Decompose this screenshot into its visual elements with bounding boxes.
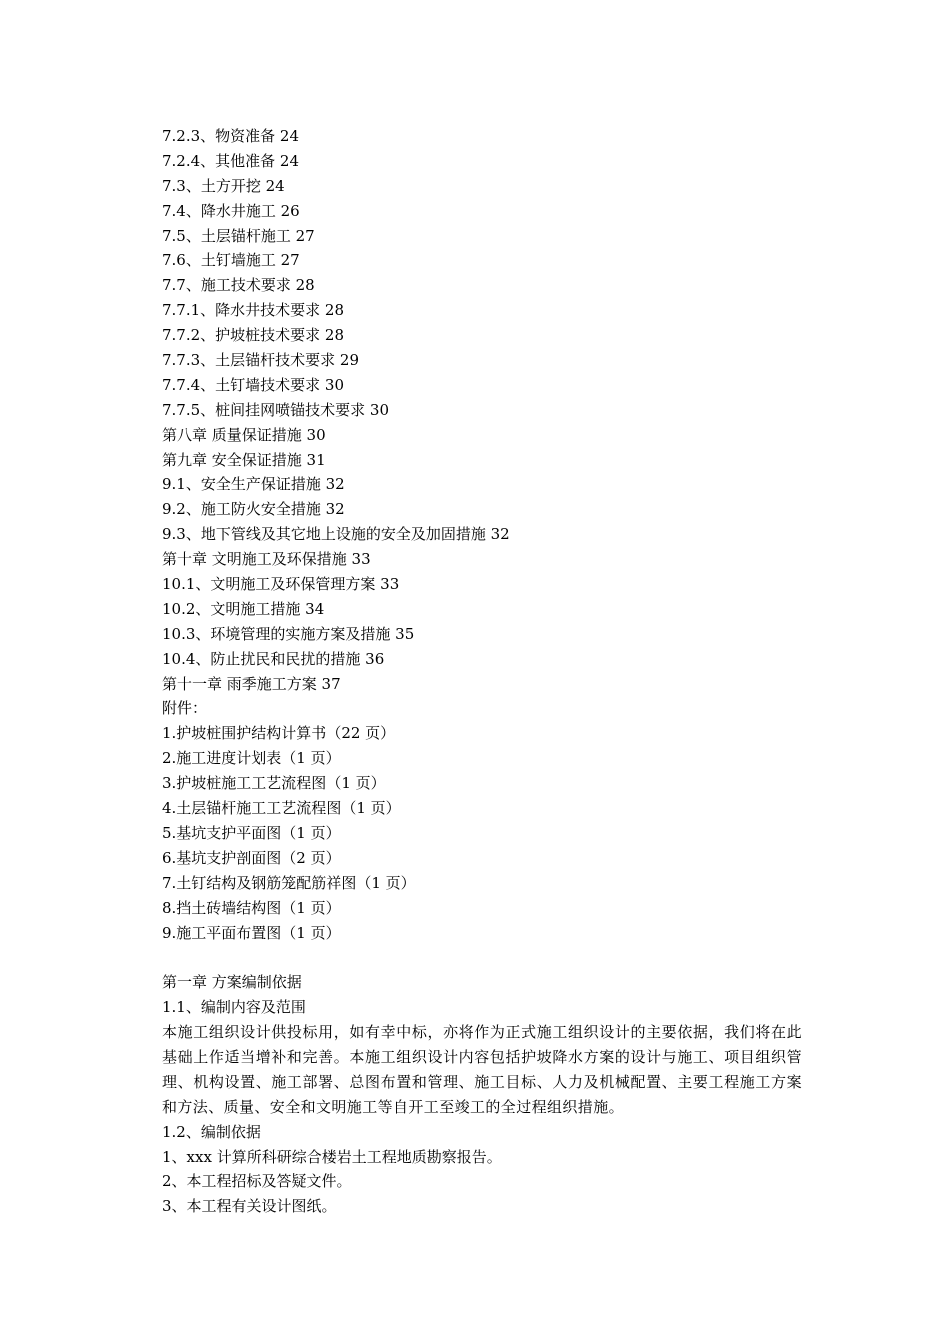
- attachment-item: 7.土钉结构及钢筋笼配筋祥图（1 页）: [162, 873, 416, 892]
- toc-item: 9.2、施工防火安全措施 32: [162, 500, 345, 519]
- toc-item: 7.6、土钉墙施工 27: [162, 251, 300, 270]
- basis-item: 2、本工程招标及答疑文件。: [162, 1172, 352, 1191]
- attachment-item: 3.护坡桩施工工艺流程图（1 页）: [162, 774, 386, 793]
- attachments-heading: 附件：: [162, 699, 208, 718]
- toc-item: 7.7.3、土层锚杆技术要求 29: [162, 351, 360, 370]
- toc-item: 第八章 质量保证措施 30: [162, 425, 326, 444]
- toc-item: 7.7.4、土钉墙技术要求 30: [162, 375, 345, 394]
- attachment-item: 9.施工平面布置图（1 页）: [162, 923, 341, 942]
- toc-item: 第十章 文明施工及环保措施 33: [162, 550, 371, 569]
- toc-item: 7.7.1、降水井技术要求 28: [162, 301, 345, 320]
- toc-item: 10.1、文明施工及环保管理方案 33: [162, 575, 400, 594]
- attachment-item: 6.基坑支护剖面图（2 页）: [162, 848, 341, 867]
- toc-item: 10.3、环境管理的实施方案及措施 35: [162, 624, 415, 643]
- toc-item: 第九章 安全保证措施 31: [162, 450, 326, 469]
- section-title: 1.1、编制内容及范围: [162, 998, 306, 1017]
- attachment-item: 5.基坑支护平面图（1 页）: [162, 823, 341, 842]
- body-paragraph: 本施工组织设计供投标用，如有幸中标，亦将作为正式施工组织设计的主要依据，我们将在此基础上作适当增补和完善。本施工组织设计内容包括护坡降水方案的设计与施工、项目组织管理、机构设置、施工部署、总图布置和管理、施工目标、人力及机械配置、主要工程施工方案和方法、质量、安全和文明施工等自开工至竣工的全过程组织措施。: [162, 1023, 802, 1116]
- section-title: 1.2、编制依据: [162, 1122, 261, 1141]
- attachments-list: [162, 696, 802, 945]
- toc-item: 7.7、施工技术要求 28: [162, 276, 315, 295]
- basis-item: 3、本工程有关设计图纸。: [162, 1197, 337, 1216]
- attachment-item: 1.护坡桩围护结构计算书（22 页）: [162, 724, 396, 743]
- toc-item: 7.2.4、其他准备 24: [162, 151, 300, 170]
- toc-item: 10.4、防止扰民和民扰的措施 36: [162, 649, 385, 668]
- toc-item: 10.2、文明施工措施 34: [162, 599, 325, 618]
- chapter-1: [162, 970, 802, 1219]
- toc-item: 第十一章 雨季施工方案 37: [162, 674, 341, 693]
- document-content: [162, 124, 802, 1219]
- toc-item: 7.4、降水井施工 26: [162, 201, 300, 220]
- blank-line: [162, 945, 802, 970]
- toc-item: 7.2.3、物资准备 24: [162, 127, 300, 145]
- toc-item: 7.3、土方开挖 24: [162, 176, 285, 195]
- chapter-title: 第一章 方案编制依据: [162, 973, 302, 992]
- attachment-item: 8.挡土砖墙结构图（1 页）: [162, 898, 341, 917]
- basis-item: 1、xxx 计算所科研综合楼岩土工程地质勘察报告。: [162, 1147, 502, 1166]
- toc-item: 9.1、安全生产保证措施 32: [162, 475, 345, 494]
- table-of-contents: [162, 124, 802, 696]
- toc-item: 7.7.2、护坡桩技术要求 28: [162, 326, 345, 345]
- attachment-item: 4.土层锚杆施工工艺流程图（1 页）: [162, 799, 401, 818]
- toc-item: 9.3、地下管线及其它地上设施的安全及加固措施 32: [162, 525, 510, 544]
- attachment-item: 2.施工进度计划表（1 页）: [162, 749, 341, 768]
- toc-item: 7.5、土层锚杆施工 27: [162, 226, 315, 245]
- toc-item: 7.7.5、桩间挂网喷锚技术要求 30: [162, 400, 390, 419]
